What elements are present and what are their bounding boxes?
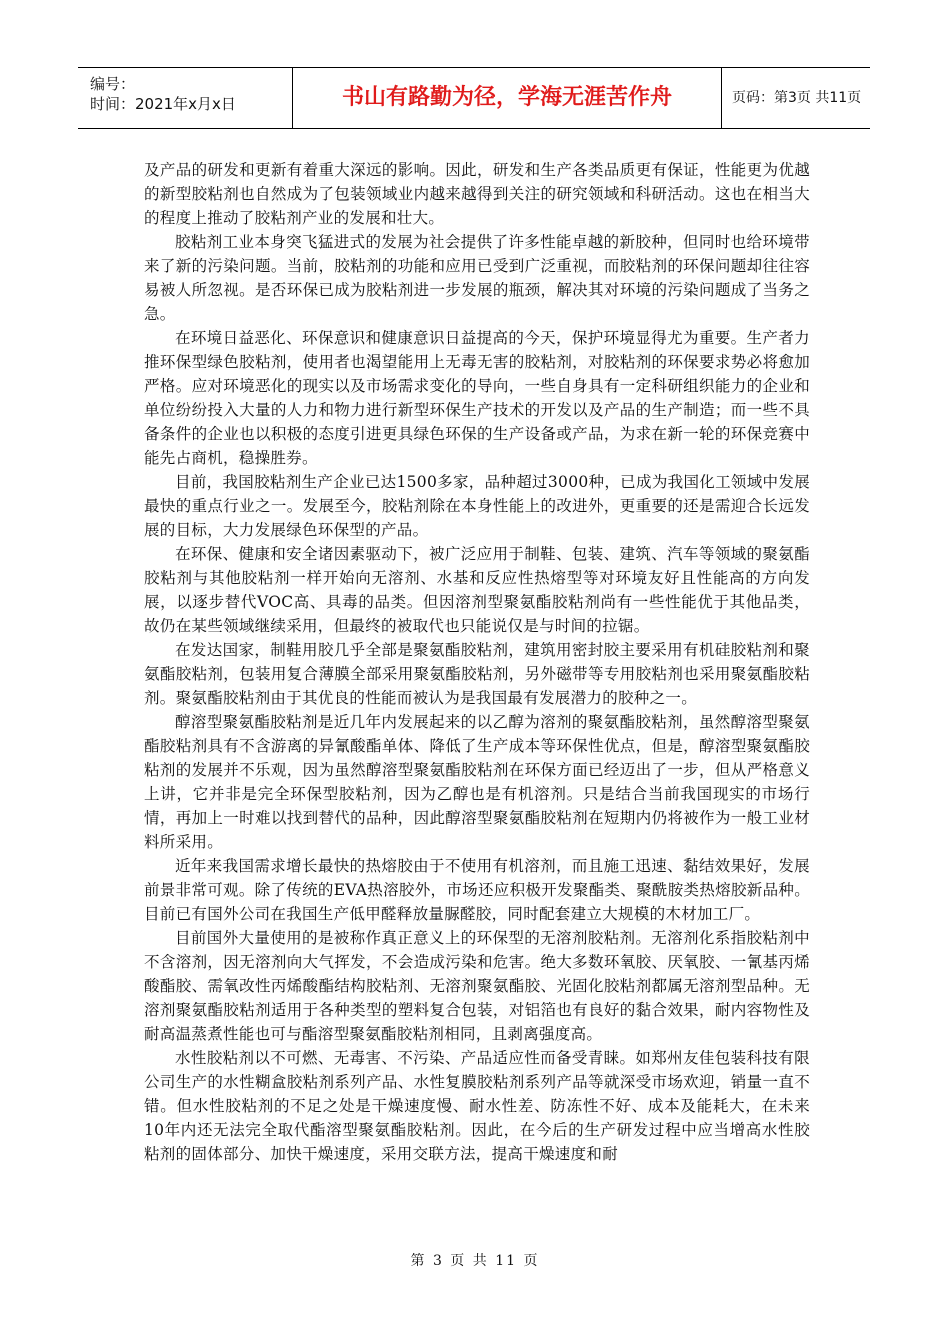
paragraph: 在环保、健康和安全诸因素驱动下，被广泛应用于制鞋、包装、建筑、汽车等领域的聚氨酯胶粘剂与其他胶粘剂一样开始向无溶剂、水基和反应性热熔型等对环境友好且性能高的方向发展，以逐步替代VOC高、具毒的品类。但因溶剂型聚氨酯胶粘剂尚有一些性能优于其他品类，故仍在某些领域继续采用，但最终的被取代也只能说仅是与时间的拉锯。	[144, 545, 810, 635]
header-motto: 书山有路勤为径，学海无涯苦作舟	[292, 68, 722, 128]
paragraph: 近年来我国需求增长最快的热熔胶由于不使用有机溶剂，而且施工迅速、黏结效果好，发展前景非常可观。除了传统的EVA热溶胶外，市场还应积极开发聚酯类、聚酰胺类热熔胶新品种。目前已有国外公司在我国生产低甲醛释放量脲醛胶，同时配套建立大规模的木材加工厂。	[144, 857, 810, 923]
paragraph: 在环境日益恶化、环保意识和健康意识日益提高的今天，保护环境显得尤为重要。生产者力推环保型绿色胶粘剂，使用者也渴望能用上无毒无害的胶粘剂，对胶粘剂的环保要求势必将愈加严格。应对环境恶化的现实以及市场需求变化的导向，一些自身具有一定科研组织能力的企业和单位纷纷投入大量的人力和物力进行新型环保生产技术的开发以及产品的生产制造；而一些不具备条件的企业也以积极的态度引进更具绿色环保的生产设备或产品，为求在新一轮的环保竞赛中能先占商机，稳操胜券。	[144, 329, 810, 467]
paragraph: 及产品的研发和更新有着重大深远的影响。因此，研发和生产各类品质更有保证，性能更为优越的新型胶粘剂也自然成为了包装领域业内越来越得到关注的研究领域和科研活动。这也在相当大的程度上推动了胶粘剂产业的发展和壮大。	[144, 161, 810, 227]
paragraph: 目前国外大量使用的是被称作真正意义上的环保型的无溶剂胶粘剂。无溶剂化系指胶粘剂中不含溶剂，因无溶剂向大气挥发，不会造成污染和危害。绝大多数环氧胶、厌氧胶、一氰基丙烯酸酯胶、需氧改性丙烯酸酯结构胶粘剂、无溶剂聚氨酯胶、光固化胶粘剂都属无溶剂型品种。无溶剂聚氨酯胶粘剂适用于各种类型的塑料复合包装，对铝箔也有良好的黏合效果，耐内容物性及耐高温蒸煮性能也可与酯溶型聚氨酯胶粘剂相同，且剥离强度高。	[144, 929, 810, 1043]
paragraph: 醇溶型聚氨酯胶粘剂是近几年内发展起来的以乙醇为溶剂的聚氨酯胶粘剂，虽然醇溶型聚氨酯胶粘剂具有不含游离的异氰酸酯单体、降低了生产成本等环保性优点，但是，醇溶型聚氨酯胶粘剂的发展并不乐观，因为虽然醇溶型聚氨酯胶粘剂在环保方面已经迈出了一步，但从严格意义上讲，它并非是完全环保型胶粘剂，因为乙醇也是有机溶剂。只是结合当前我国现实的市场行情，再加上一时难以找到替代的品种，因此醇溶型聚氨酯胶粘剂在短期内仍将被作为一般工业材料所采用。	[144, 713, 810, 851]
header-page-info: 页码：第3页 共11页	[732, 90, 862, 106]
paragraph: 水性胶粘剂以不可燃、无毒害、不污染、产品适应性而备受青睐。如郑州友佳包装科技有限公司生产的水性糊盒胶粘剂系列产品、水性复膜胶粘剂系列产品等就深受市场欢迎，销量一直不错。但水性胶粘剂的不足之处是干燥速度慢、耐水性差、防冻性不好、成本及能耗大，在未来10年内还无法完全取代酯溶型聚氨酯胶粘剂。因此，在今后的生产研发过程中应当增高水性胶粘剂的固体部分、加快干燥速度，采用交联方法，提高干燥速度和耐	[144, 1049, 810, 1163]
paragraph: 胶粘剂工业本身突飞猛进式的发展为社会提供了许多性能卓越的新胶种，但同时也给环境带来了新的污染问题。当前，胶粘剂的功能和应用已受到广泛重视，而胶粘剂的环保问题却往往容易被人所忽视。是否环保已成为胶粘剂进一步发展的瓶颈，解决其对环境的污染问题成了当务之急。	[144, 233, 810, 323]
page-footer: 第 3 页 共 11 页	[410, 1253, 540, 1269]
paragraph: 在发达国家，制鞋用胶几乎全部是聚氨酯胶粘剂，建筑用密封胶主要采用有机硅胶粘剂和聚氨酯胶粘剂，包装用复合薄膜全部采用聚氨酯胶粘剂，另外磁带等专用胶粘剂也采用聚氨酯胶粘剂。聚氨酯胶粘剂由于其优良的性能而被认为是我国最有发展潜力的胶种之一。	[144, 641, 810, 707]
document-number-label: 编号：	[90, 75, 136, 93]
paragraph: 目前，我国胶粘剂生产企业已达1500多家，品种超过3000种，已成为我国化工领域中发展最快的重点行业之一。发展至今，胶粘剂除在本身性能上的改进外，更重要的还是需迎合长远发展的目标，大力发展绿色环保型的产品。	[144, 473, 810, 539]
document-body	[144, 158, 810, 1166]
header-meta	[78, 68, 292, 128]
page-header	[78, 67, 870, 129]
document-time-label: 时间：2021年x月x日	[90, 95, 236, 113]
